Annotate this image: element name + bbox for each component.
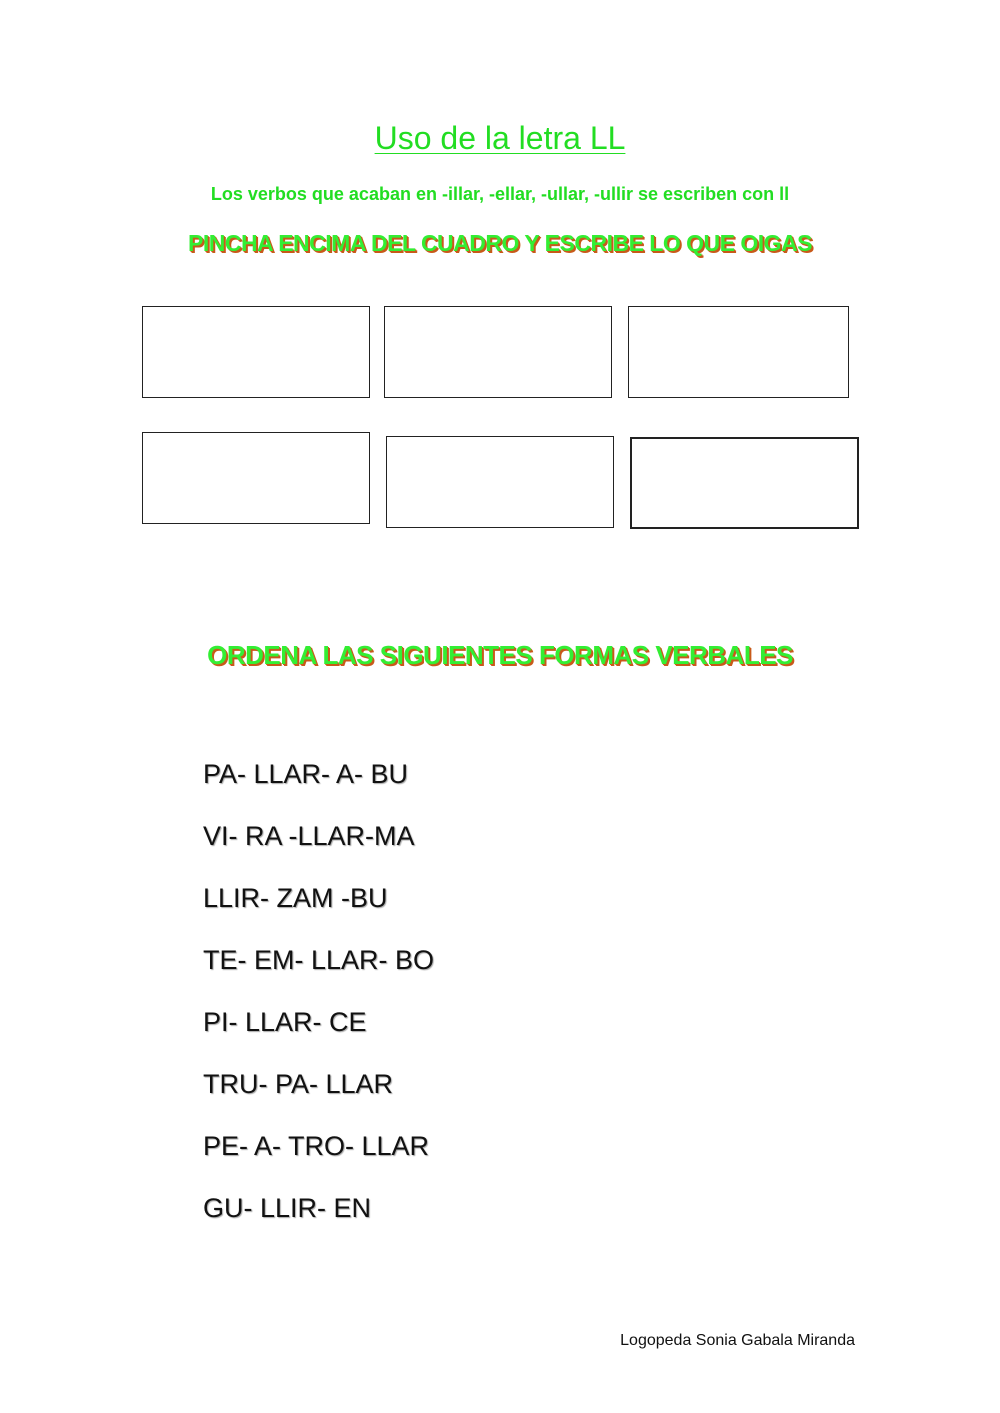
scrambled-word-list <box>203 756 434 1252</box>
rule-subtitle: Los verbos que acaban en -illar, -ellar, -ullar, -ullir se escriben con ll <box>210 184 790 204</box>
author-credit: Logopeda Sonia Gabala Miranda <box>620 1332 855 1349</box>
page-title: Uso de la letra LL <box>374 120 626 156</box>
answer-box-4[interactable] <box>142 432 370 524</box>
scrambled-word: VI- RA -LLAR-MA <box>203 821 415 851</box>
answer-box-2[interactable] <box>384 306 612 398</box>
answer-box-6[interactable] <box>630 437 859 529</box>
scrambled-word: PA- LLAR- A- BU <box>203 759 409 789</box>
answer-box-3[interactable] <box>628 306 849 398</box>
answer-box-5[interactable] <box>386 436 614 528</box>
scrambled-word: TE- EM- LLAR- BO <box>203 945 435 975</box>
scrambled-word: TRU- PA- LLAR <box>203 1069 394 1099</box>
answer-box-1[interactable] <box>142 306 370 398</box>
listen-instruction: PINCHA ENCIMA DEL CUADRO Y ESCRIBE LO QUE OIGAS <box>188 230 812 256</box>
scrambled-word: PI- LLAR- CE <box>203 1007 367 1037</box>
scrambled-word: PE- A- TRO- LLAR <box>203 1131 430 1161</box>
scrambled-word: LLIR- ZAM -BU <box>203 883 388 913</box>
scrambled-word: GU- LLIR- EN <box>203 1193 372 1223</box>
order-instruction: ORDENA LAS SIGUIENTES FORMAS VERBALES <box>207 640 793 670</box>
